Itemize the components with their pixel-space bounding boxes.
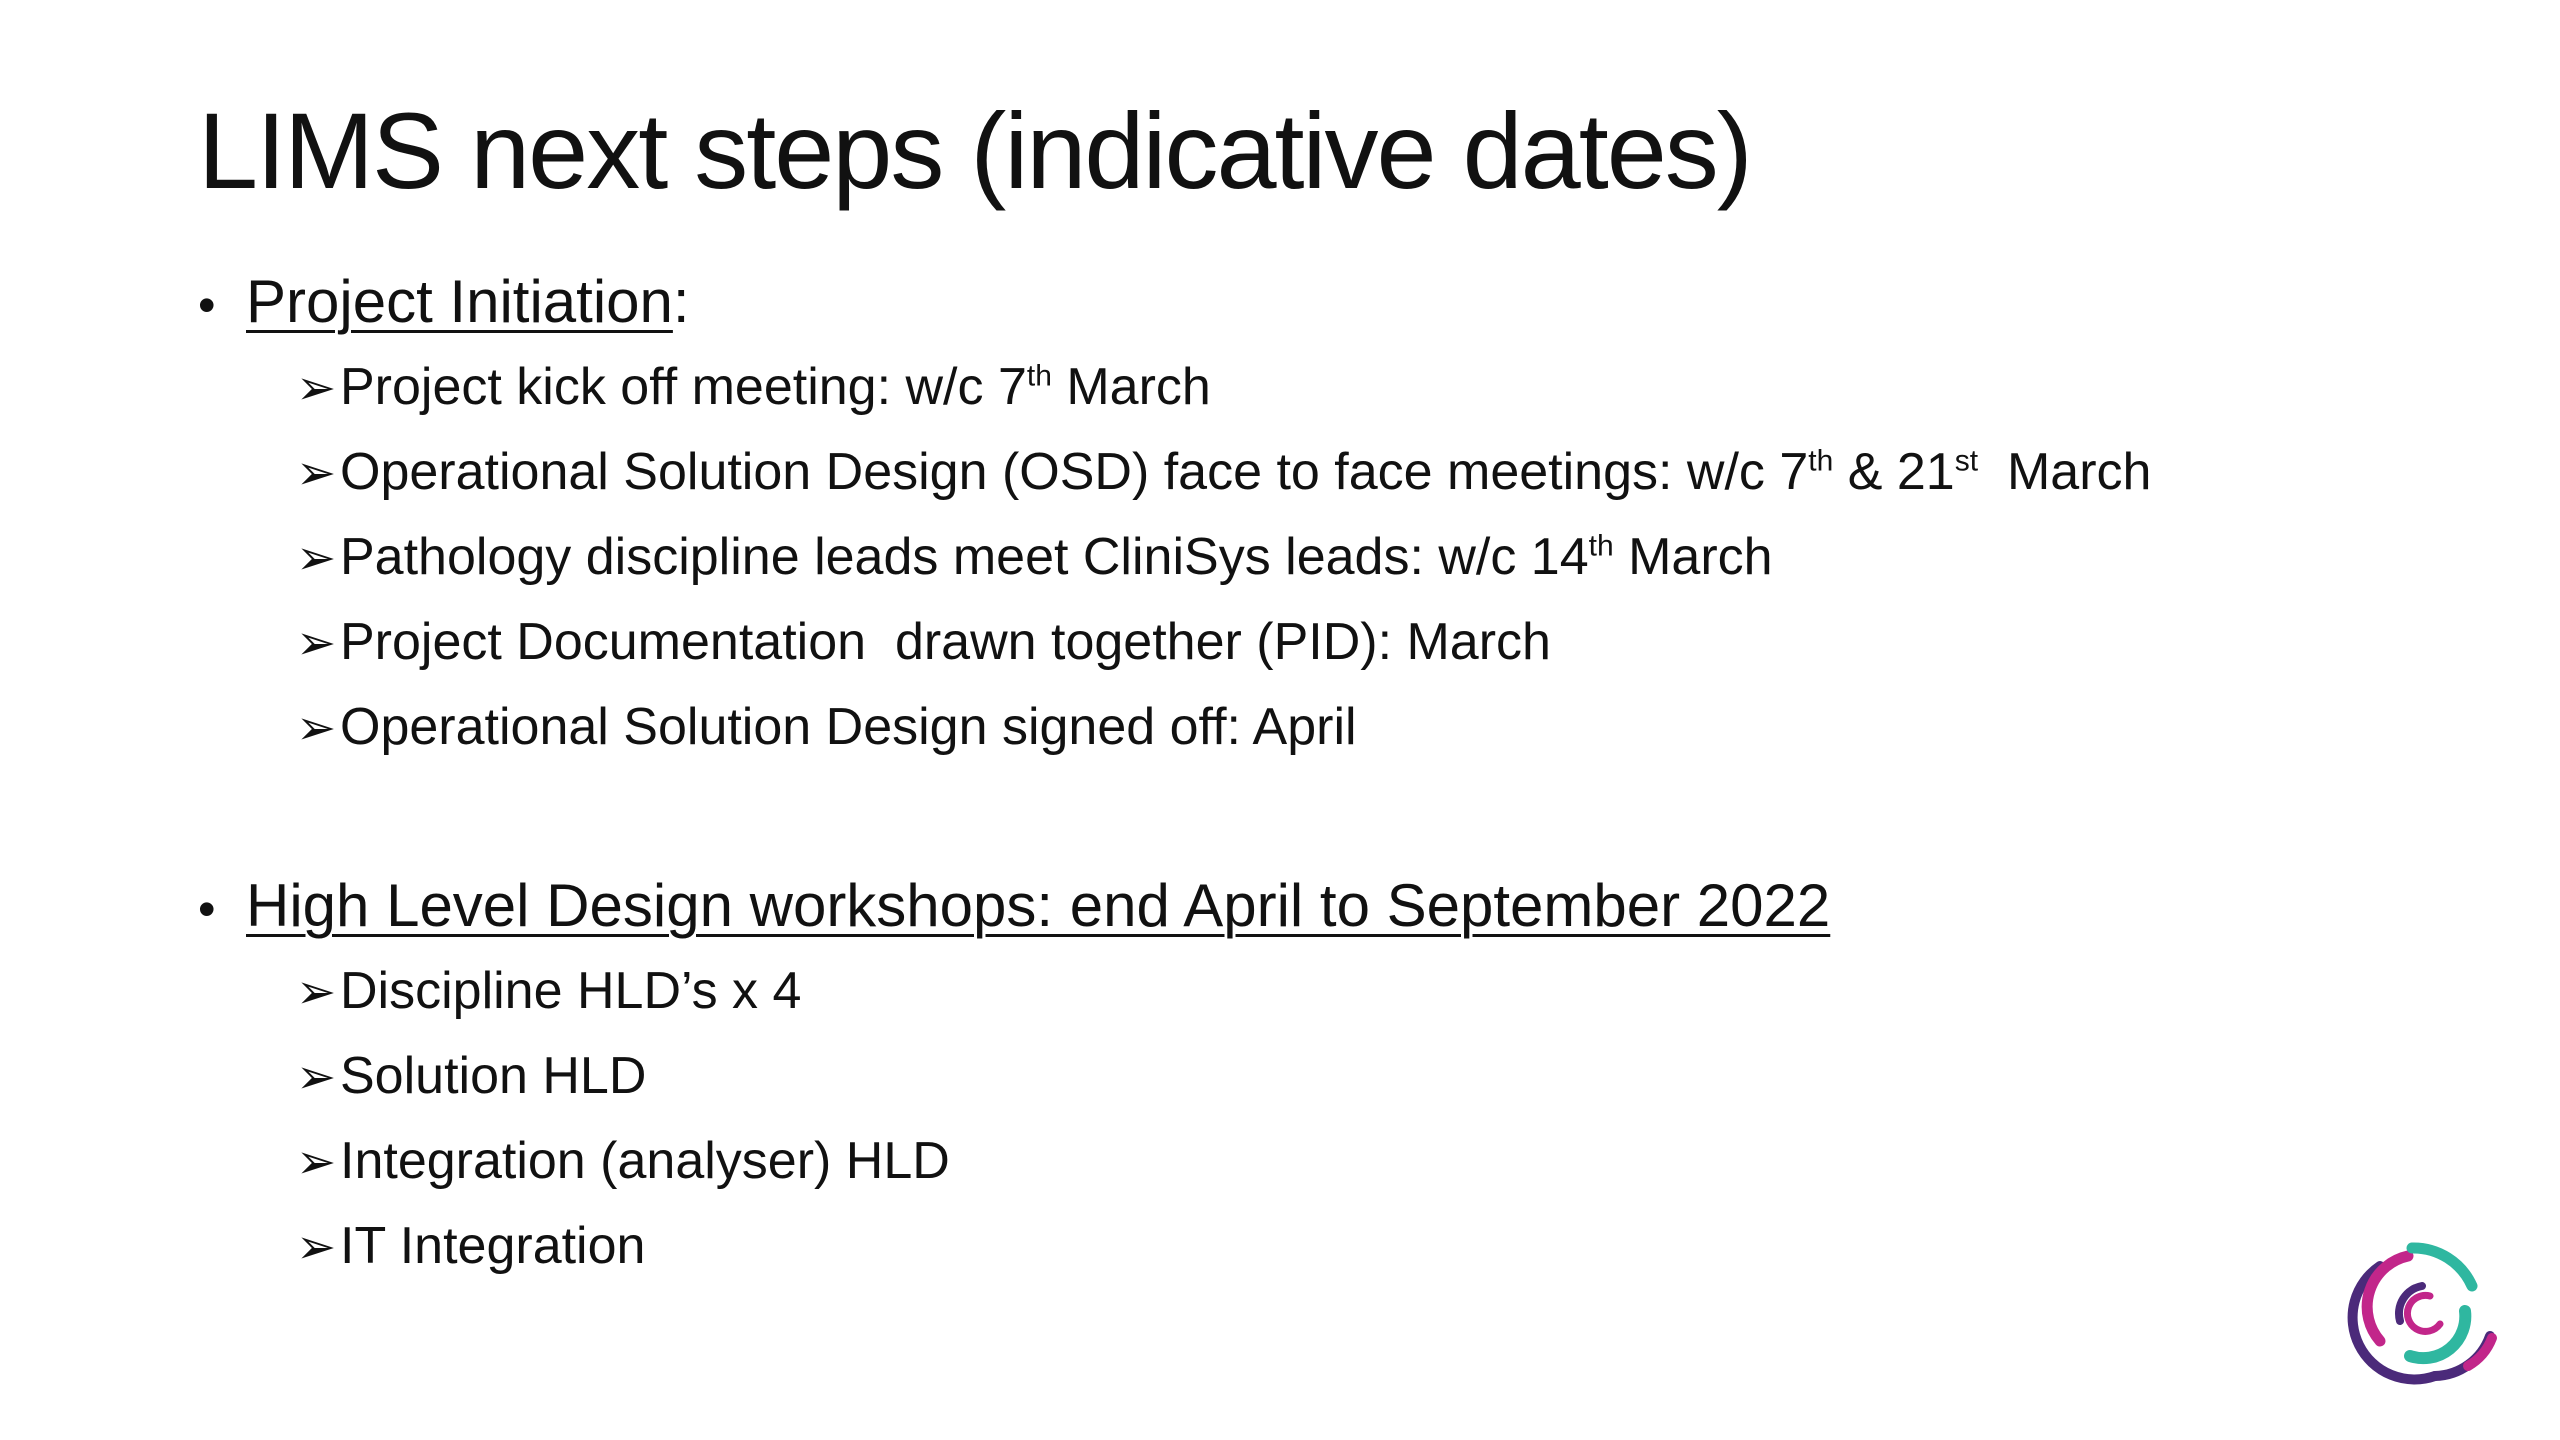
arrow-bullet-icon: ➢ <box>296 964 337 1020</box>
arrow-bullet-icon: ➢ <box>296 615 337 671</box>
arrow-bullet-icon: ➢ <box>296 445 337 501</box>
item-text: Pathology discipline leads meet CliniSys leads: w/c 14th March <box>340 528 1773 586</box>
bullet-dot-icon: • <box>198 881 216 937</box>
section-heading: High Level Design workshops: end April to September 2022 <box>246 872 1831 939</box>
bullet-project-initiation <box>198 262 2151 345</box>
arrow-bullet-icon: ➢ <box>296 530 337 586</box>
bullet-high-level-design <box>198 866 1830 949</box>
item-text: Solution HLD <box>340 1047 647 1105</box>
slide-title: LIMS next steps (indicative dates) <box>198 90 1751 211</box>
list-item <box>296 949 1830 1034</box>
list-item <box>296 345 2151 430</box>
list-item <box>296 685 2151 770</box>
list-item <box>296 430 2151 515</box>
sub-list-high-level-design <box>198 949 1830 1289</box>
section-heading: Project Initiation <box>246 268 673 335</box>
section-project-initiation <box>198 262 2151 770</box>
list-item <box>296 515 2151 600</box>
item-text: Project Documentation drawn together (PID): March <box>340 613 1551 671</box>
item-text: Operational Solution Design signed off: April <box>340 698 1357 756</box>
arrow-bullet-icon: ➢ <box>296 1219 337 1275</box>
arrow-bullet-icon: ➢ <box>296 700 337 756</box>
organisation-logo-icon <box>2340 1226 2510 1396</box>
arrow-bullet-icon: ➢ <box>296 1134 337 1190</box>
sub-list-project-initiation <box>198 345 2151 770</box>
item-text: IT Integration <box>340 1217 646 1275</box>
list-item <box>296 1034 1830 1119</box>
item-text: Operational Solution Design (OSD) face to face meetings: w/c 7th & 21st March <box>340 443 2152 501</box>
list-item <box>296 1119 1830 1204</box>
section-high-level-design <box>198 866 1830 1289</box>
item-text: Integration (analyser) HLD <box>340 1132 950 1190</box>
list-item <box>296 600 2151 685</box>
arrow-bullet-icon: ➢ <box>296 1049 337 1105</box>
section-heading-suffix: : <box>672 268 690 335</box>
item-text: Project kick off meeting: w/c 7th March <box>340 358 1211 416</box>
list-item <box>296 1204 1830 1289</box>
arrow-bullet-icon: ➢ <box>296 360 337 416</box>
bullet-dot-icon: • <box>198 277 216 333</box>
item-text: Discipline HLD’s x 4 <box>340 962 802 1020</box>
